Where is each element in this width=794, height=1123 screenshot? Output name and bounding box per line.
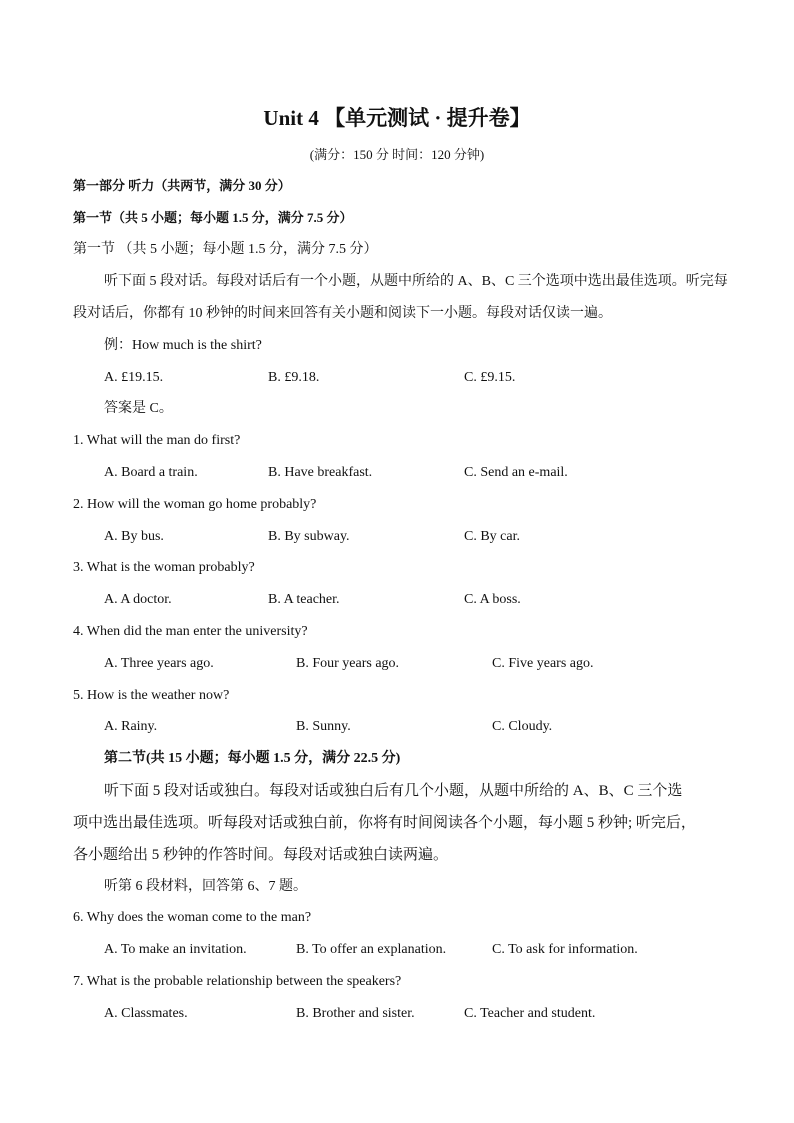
q6-option-a: A. To make an invitation. [104,942,247,957]
section2-instructions-line1: 听下面 5 段对话或独白。每段对话或独白后有几个小题，从题中所给的 A、B、C 三个选 [104,783,683,799]
question-6: 6. Why does the woman come to the man? [73,910,312,925]
q6-option-c: C. To ask for information. [492,942,638,957]
q7-option-c: C. Teacher and student. [464,1006,596,1021]
q7-option-a: A. Classmates. [104,1006,188,1021]
part1-heading: 第一部分 听力（共两节，满分 30 分） [73,178,291,193]
q1-option-a: A. Board a train. [104,465,198,480]
section2-heading: 第二节(共 15 小题；每小题 1.5 分，满分 22.5 分) [104,751,401,766]
q2-option-c: C. By car. [464,529,520,544]
q1-option-b: B. Have breakfast. [268,465,373,480]
question-4: 4. When did the man enter the university? [73,624,308,639]
q3-option-b: B. A teacher. [268,592,340,607]
q7-option-b: B. Brother and sister. [296,1006,415,1021]
question-1: 1. What will the man do first? [73,433,241,448]
q2-option-b: B. By subway. [268,529,350,544]
page-title: Unit 4 【单元测试 · 提升卷】 [263,106,531,130]
q4-option-a: A. Three years ago. [104,656,214,671]
question-7: 7. What is the probable relationship between the speakers? [73,974,402,989]
section1-instructions-line1: 听下面 5 段对话。每段对话后有一个小题，从题中所给的 A、B、C 三个选项中选出最佳选项。听完每 [104,274,728,289]
example-option-c: C. £9.15. [464,370,516,385]
q6-option-b: B. To offer an explanation. [296,942,447,957]
section2-instructions-line2: 项中选出最佳选项。听每段对话或独白前，你将有时间阅读各个小题，每小题 5 秒钟; 听完后， [73,815,696,831]
example-option-b: B. £9.18. [268,370,320,385]
section1-instructions-line2: 段对话后，你都有 10 秒钟的时间来回答有关小题和阅读下一小题。每段对话仅读一遍。 [73,306,612,321]
q4-option-c: C. Five years ago. [492,656,594,671]
question-2: 2. How will the woman go home probably? [73,497,317,512]
q3-option-c: C. A boss. [464,592,521,607]
q5-option-a: A. Rainy. [104,719,158,734]
q5-option-c: C. Cloudy. [492,719,553,734]
q2-option-a: A. By bus. [104,529,164,544]
example-answer: 答案是 C。 [104,401,173,416]
section2-instructions-line3: 各小题给出 5 秒钟的作答时间。每段对话或独白读两遍。 [73,847,449,863]
exam-info: (满分：150 分 时间：120 分钟) [309,147,485,162]
section1-heading-repeat: 第一节 （共 5 小题；每小题 1.5 分，满分 7.5 分） [73,242,378,257]
material-note: 听第 6 段材料，回答第 6、7 题。 [104,879,307,894]
example-question: 例：How much is the shirt? [104,338,262,353]
q5-option-b: B. Sunny. [296,719,351,734]
section1-heading: 第一节（共 5 小题；每小题 1.5 分，满分 7.5 分） [73,210,353,225]
q4-option-b: B. Four years ago. [296,656,400,671]
example-option-a: A. £19.15. [104,370,164,385]
q3-option-a: A. A doctor. [104,592,172,607]
question-3: 3. What is the woman probably? [73,560,255,575]
q1-option-c: C. Send an e-mail. [464,465,568,480]
question-5: 5. How is the weather now? [73,688,230,703]
